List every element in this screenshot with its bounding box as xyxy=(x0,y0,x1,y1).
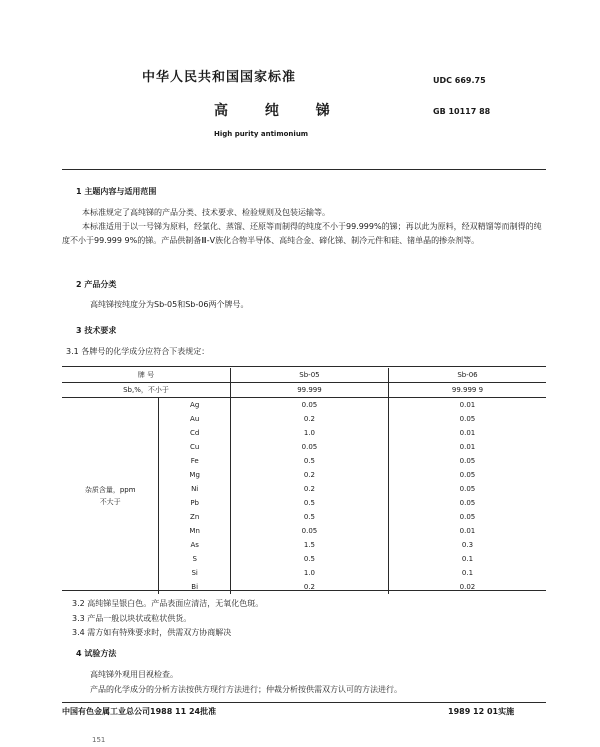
impurity-value-sb05: 0.2 xyxy=(230,482,388,496)
impurity-value-sb05: 0.05 xyxy=(230,440,388,454)
impurity-label-line-1: 杂质含量，ppm xyxy=(84,486,136,494)
item-3-1: 3.1 各牌号的化学成分应符合下表规定： xyxy=(66,347,210,356)
section-1-para-1: 本标准规定了高纯锑的产品分类、技术要求、检验规则及包装运输等。 xyxy=(82,208,330,217)
impurity-element: As xyxy=(159,538,231,552)
impurity-value-sb06: 0.05 xyxy=(459,457,476,465)
impurity-element: Fe xyxy=(159,454,231,468)
impurity-value-sb06: 0.05 xyxy=(459,415,476,423)
section-2-heading: 2 产品分类 xyxy=(76,280,117,289)
impurity-value-sb05: 0.2 xyxy=(230,580,388,594)
impurity-row xyxy=(62,398,546,413)
impurity-value-sb05: 1.0 xyxy=(230,426,388,440)
section-1-para-2: 本标准适用于以一号锑为原料，经氯化、蒸馏、还原等而制得的纯度不小于99.999%的锑；再以此为原料，经双精馏等而制得的纯度不小于99.999 9%的锑。产品供制备Ⅲ-Ⅴ族化合物半导体、高纯合金、碲化锑、制冷元件和硅、锗单晶的掺杂剂等。 xyxy=(62,222,542,245)
impurity-element: Au xyxy=(159,412,231,426)
section-3-heading: 3 技术要求 xyxy=(76,326,117,335)
section-4-para-1: 高纯锑外观用目视检查。 xyxy=(90,670,178,679)
impurity-value-sb06: 0.01 xyxy=(459,527,476,535)
section-4-heading: 4 试验方法 xyxy=(76,649,117,658)
header-divider xyxy=(62,169,546,170)
standard-title: 高 纯 锑 xyxy=(214,103,336,119)
implementation-date: 1989 12 01实施 xyxy=(448,707,515,716)
impurity-value-sb06: 0.01 xyxy=(459,443,476,451)
impurity-element: Ag xyxy=(159,398,231,413)
section-4-para-2: 产品的化学成分的分析方法按供方现行方法进行；仲裁分析按供需双方认可的方法进行。 xyxy=(90,685,402,694)
impurity-value-sb06: 0.01 xyxy=(459,429,476,437)
impurity-element: Si xyxy=(159,566,231,580)
item-3-4: 3.4 需方如有特殊要求时，供需双方协商解决 xyxy=(72,628,232,637)
approval-line: 中国有色金属工业总公司1988 11 24批准 xyxy=(62,707,217,716)
impurity-value-sb05: 0.5 xyxy=(230,510,388,524)
impurity-label-line-2: 不大于 xyxy=(99,498,121,506)
impurity-element: Ni xyxy=(159,482,231,496)
national-standard-title: 中华人民共和国国家标准 xyxy=(142,70,297,85)
grade-sb05: Sb-05 xyxy=(230,368,388,383)
sb-purity-sb05: 99.999 xyxy=(230,383,388,398)
impurity-value-sb06: 0.05 xyxy=(459,499,476,507)
sb-purity-row xyxy=(62,383,546,398)
impurity-value-sb05: 1.0 xyxy=(230,566,388,580)
impurity-value-sb05: 0.05 xyxy=(230,398,388,413)
impurity-element: Bi xyxy=(159,580,231,594)
impurity-value-sb05: 0.5 xyxy=(230,552,388,566)
table-top-rule xyxy=(62,366,546,367)
impurity-value-sb06: 0.02 xyxy=(459,583,476,591)
impurity-element: Mn xyxy=(159,524,231,538)
impurity-value-sb05: 1.5 xyxy=(230,538,388,552)
udc-code: UDC 669.75 xyxy=(433,76,486,85)
impurity-value-sb05: 0.2 xyxy=(230,468,388,482)
impurity-value-sb06: 0.3 xyxy=(461,541,474,549)
impurity-value-sb06: 0.05 xyxy=(459,513,476,521)
impurity-element: Mg xyxy=(159,468,231,482)
impurity-value-sb05: 0.2 xyxy=(230,412,388,426)
item-3-2: 3.2 高纯锑呈银白色。产品表面应清洁，无氧化色斑。 xyxy=(72,599,264,608)
footer-divider xyxy=(62,702,546,703)
gb-number: GB 10117 88 xyxy=(433,107,491,116)
sb-purity-sb06: 99.999 9 xyxy=(388,383,546,398)
table-bottom-rule xyxy=(62,590,546,591)
impurity-element: Cu xyxy=(159,440,231,454)
impurity-value-sb06: 0.05 xyxy=(459,471,476,479)
impurity-value-sb05: 0.5 xyxy=(230,496,388,510)
impurity-value-sb06: 0.05 xyxy=(459,485,476,493)
impurity-element: Cd xyxy=(159,426,231,440)
sb-purity-label: Sb,%，不小于 xyxy=(62,383,230,398)
impurity-value-sb06: 0.1 xyxy=(461,569,474,577)
impurity-label xyxy=(62,398,159,595)
page-number: 151 xyxy=(92,736,106,744)
impurity-element: Zn xyxy=(159,510,231,524)
grade-sb06: Sb-06 xyxy=(388,368,546,383)
item-3-3: 3.3 产品一般以块状或粒状供货。 xyxy=(72,614,192,623)
section-1-heading: 1 主题内容与适用范围 xyxy=(76,187,157,196)
chemical-composition-table xyxy=(62,368,546,594)
impurity-value-sb05: 0.5 xyxy=(230,454,388,468)
impurity-value-sb06: 0.01 xyxy=(459,401,476,409)
table-header-row xyxy=(62,368,546,383)
impurity-value-sb05: 0.05 xyxy=(230,524,388,538)
english-title: High purity antimonium xyxy=(214,130,309,138)
grade-label: 牌 号 xyxy=(62,368,230,383)
section-2-para: 高纯锑按纯度分为Sb-05和Sb-06两个牌号。 xyxy=(90,300,249,309)
impurity-value-sb06: 0.1 xyxy=(461,555,474,563)
impurity-element: Pb xyxy=(159,496,231,510)
impurity-element: S xyxy=(159,552,231,566)
